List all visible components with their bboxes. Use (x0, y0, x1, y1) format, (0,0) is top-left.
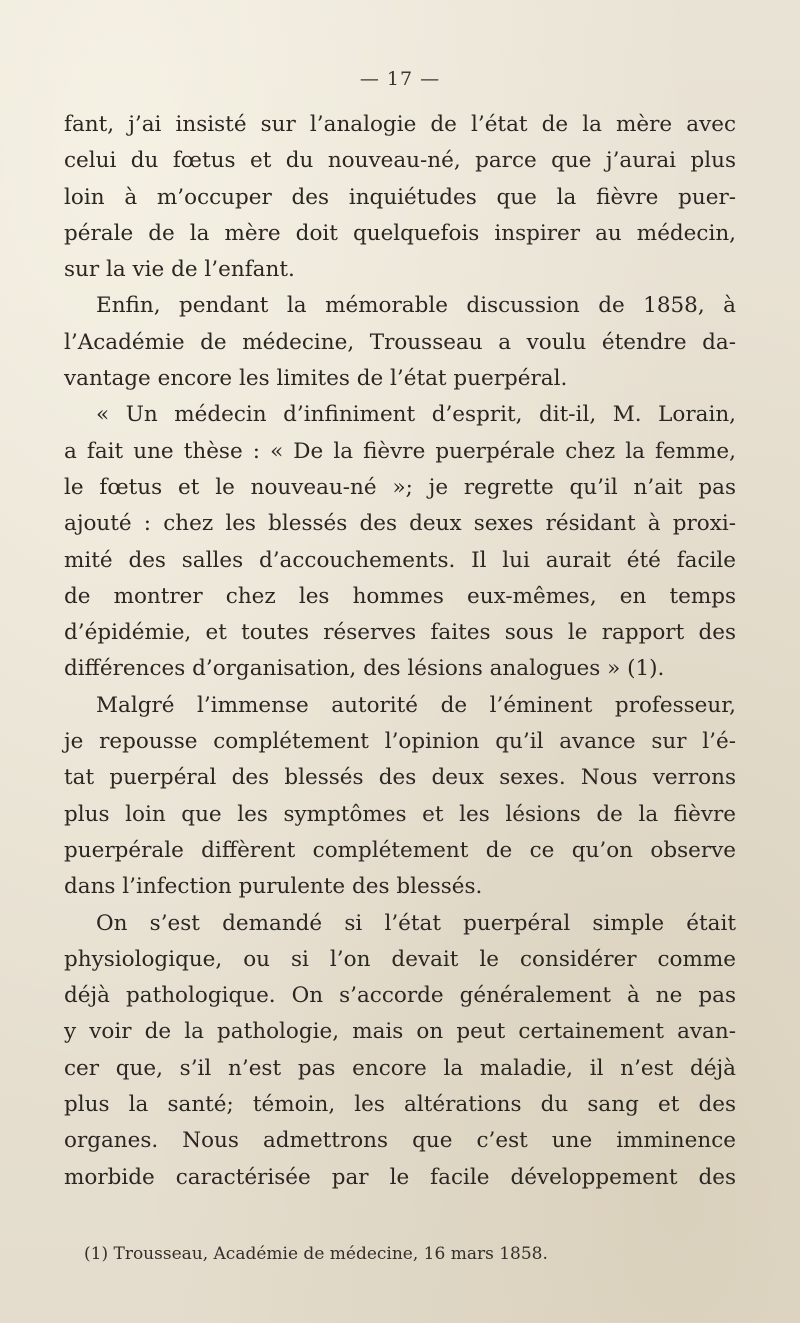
footnote: (1) Trousseau, Académie de médecine, 16 mars 1858. (84, 1244, 548, 1264)
text-line: l’Académie de médecine, Trousseau a voulu étendre da- (64, 329, 736, 355)
text-line: déjà pathologique. On s’accorde généralement à ne pas (64, 983, 736, 1009)
body-text (64, 107, 736, 1196)
text-line: mité des salles d’accouchements. Il lui aurait été facile (64, 547, 736, 573)
text-line: de montrer chez les hommes eux-mêmes, en temps (64, 583, 736, 609)
text-line: ajouté : chez les blessés des deux sexes résidant à proxi- (64, 511, 736, 537)
text-line: le fœtus et le nouveau-né »; je regrette qu’il n’ait pas (64, 474, 736, 500)
text-line: plus la santé; témoin, les altérations du sang et des (64, 1092, 736, 1118)
text-line: morbide caractérisée par le facile développement des (64, 1164, 736, 1190)
text-line: je repousse complétement l’opinion qu’il avance sur l’é- (64, 729, 736, 755)
text-line: fant, j’ai insisté sur l’analogie de l’état de la mère avec (64, 112, 736, 137)
text-line: a fait une thèse : « De la fièvre puerpérale chez la femme, (64, 438, 736, 464)
text-line: « Un médecin d’infiniment d’esprit, dit-il, M. Lorain, (96, 402, 736, 428)
text-line: cer que, s’il n’est pas encore la maladie, il n’est déjà (64, 1055, 736, 1081)
text-line: tat puerpéral des blessés des deux sexes. Nous verrons (64, 765, 736, 791)
text-line: pérale de la mère doit quelquefois inspirer au médecin, (64, 220, 736, 246)
text-line: sur la vie de l’enfant. (64, 257, 295, 283)
text-line: On s’est demandé si l’état puerpéral simple était (96, 910, 736, 936)
text-line: y voir de la pathologie, mais on peut certainement avan- (64, 1019, 736, 1045)
text-line: d’épidémie, et toutes réserves faites sous le rapport des (64, 620, 736, 646)
text-line: dans l’infection purulente des blessés. (64, 874, 483, 900)
text-line: Enfin, pendant la mémorable discussion de 1858, à (96, 293, 736, 319)
text-line: physiologique, ou si l’on devait le considérer comme (64, 946, 736, 972)
page-number: — 17 — (359, 68, 441, 90)
text-line: puerpérale diffèrent complétement de ce qu’on observe (64, 837, 736, 863)
text-line: différences d’organisation, des lésions analogues » (1). (64, 656, 665, 682)
text-line: vantage encore les limites de l’état puerpéral. (64, 366, 568, 392)
text-line: organes. Nous admettrons que c’est une imminence (64, 1128, 736, 1154)
text-line: Malgré l’immense autorité de l’éminent professeur, (96, 692, 736, 718)
text-line: celui du fœtus et du nouveau-né, parce que j’aurai plus (64, 148, 736, 174)
text-line: plus loin que les symptômes et les lésions de la fièvre (64, 801, 736, 827)
text-line: loin à m’occuper des inquiétudes que la fièvre puer- (64, 184, 736, 210)
